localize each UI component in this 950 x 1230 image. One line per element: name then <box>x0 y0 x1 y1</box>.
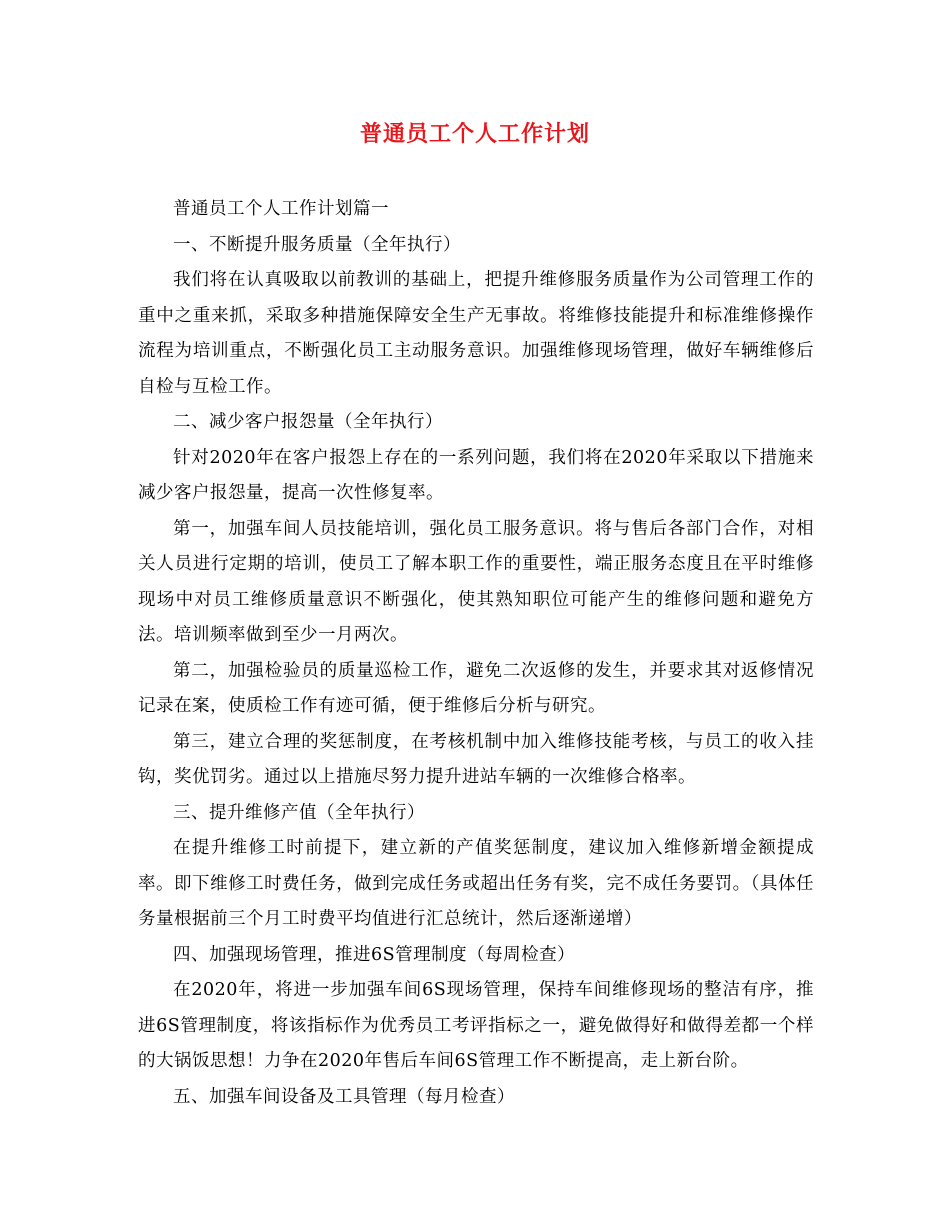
paragraph-section-heading: 普通员工个人工作计划篇一 <box>173 199 389 219</box>
paragraph-item-2-heading: 二、减少客户报怨量（全年执行） <box>173 412 443 432</box>
paragraph-item-3-heading: 三、提升维修产值（全年执行） <box>173 802 425 823</box>
document-title: 普通员工个人工作计划 <box>359 121 590 147</box>
paragraph-item-1-heading: 一、不断提升服务质量（全年执行） <box>173 234 461 255</box>
paragraph-item-2-first: 第一，加强车间人员技能培训，强化员工服务意识。将与售后各部门合作，对相关人员进行定期的培训，使员工了解本职工作的重要性，端正服务态度且在平时维修现场中对员工维修质量意识不断强化，使其熟知职位可能产生的维修问题和避免方法。培训频率做到至少一月两次。 <box>138 518 814 645</box>
paragraph-item-3-body: 在提升维修工时前提下，建立新的产值奖惩制度，建议加入维修新增金额提成率。即下维修工时费任务，做到完成任务或超出任务有奖，完不成任务要罚。（具体任务量根据前三个月工时费平均值进行汇总统计，然后逐渐递增） <box>138 838 814 929</box>
paragraph-item-4-heading: 四、加强现场管理，推进6S管理制度（每周检查） <box>173 944 576 965</box>
paragraph-item-4-body: 在2020年，将进一步加强车间6S现场管理，保持车间维修现场的整洁有序，推进6S管理制度，将该指标作为优秀员工考评指标之一，避免做得好和做得差都一个样的大锅饭思想！力争在2020年售后车间6S管理工作不断提高，走上新台阶。 <box>138 980 814 1071</box>
paragraph-item-5-heading: 五、加强车间设备及工具管理（每月检查） <box>173 1086 515 1107</box>
paragraph-item-2-third: 第三，建立合理的奖惩制度，在考核机制中加入维修技能考核，与员工的收入挂钩，奖优罚劣。通过以上措施尽努力提升进站车辆的一次维修合格率。 <box>138 731 814 787</box>
paragraph-item-2-second: 第二，加强检验员的质量巡检工作，避免二次返修的发生，并要求其对返修情况记录在案，使质检工作有迹可循，便于维修后分析与研究。 <box>138 660 814 716</box>
paragraph-item-2-intro: 针对2020年在客户报怨上存在的一系列问题，我们将在2020年采取以下措施来减少客户报怨量，提高一次性修复率。 <box>138 447 814 503</box>
document-body <box>138 192 814 1115</box>
paragraph-item-1-body: 我们将在认真吸取以前教训的基础上，把提升维修服务质量作为公司管理工作的重中之重来抓，采取多种措施保障安全生产无事故。将维修技能提升和标准维修操作流程为培训重点，不断强化员工主动服务意识。加强维修现场管理，做好车辆维修后自检与互检工作。 <box>138 270 814 397</box>
